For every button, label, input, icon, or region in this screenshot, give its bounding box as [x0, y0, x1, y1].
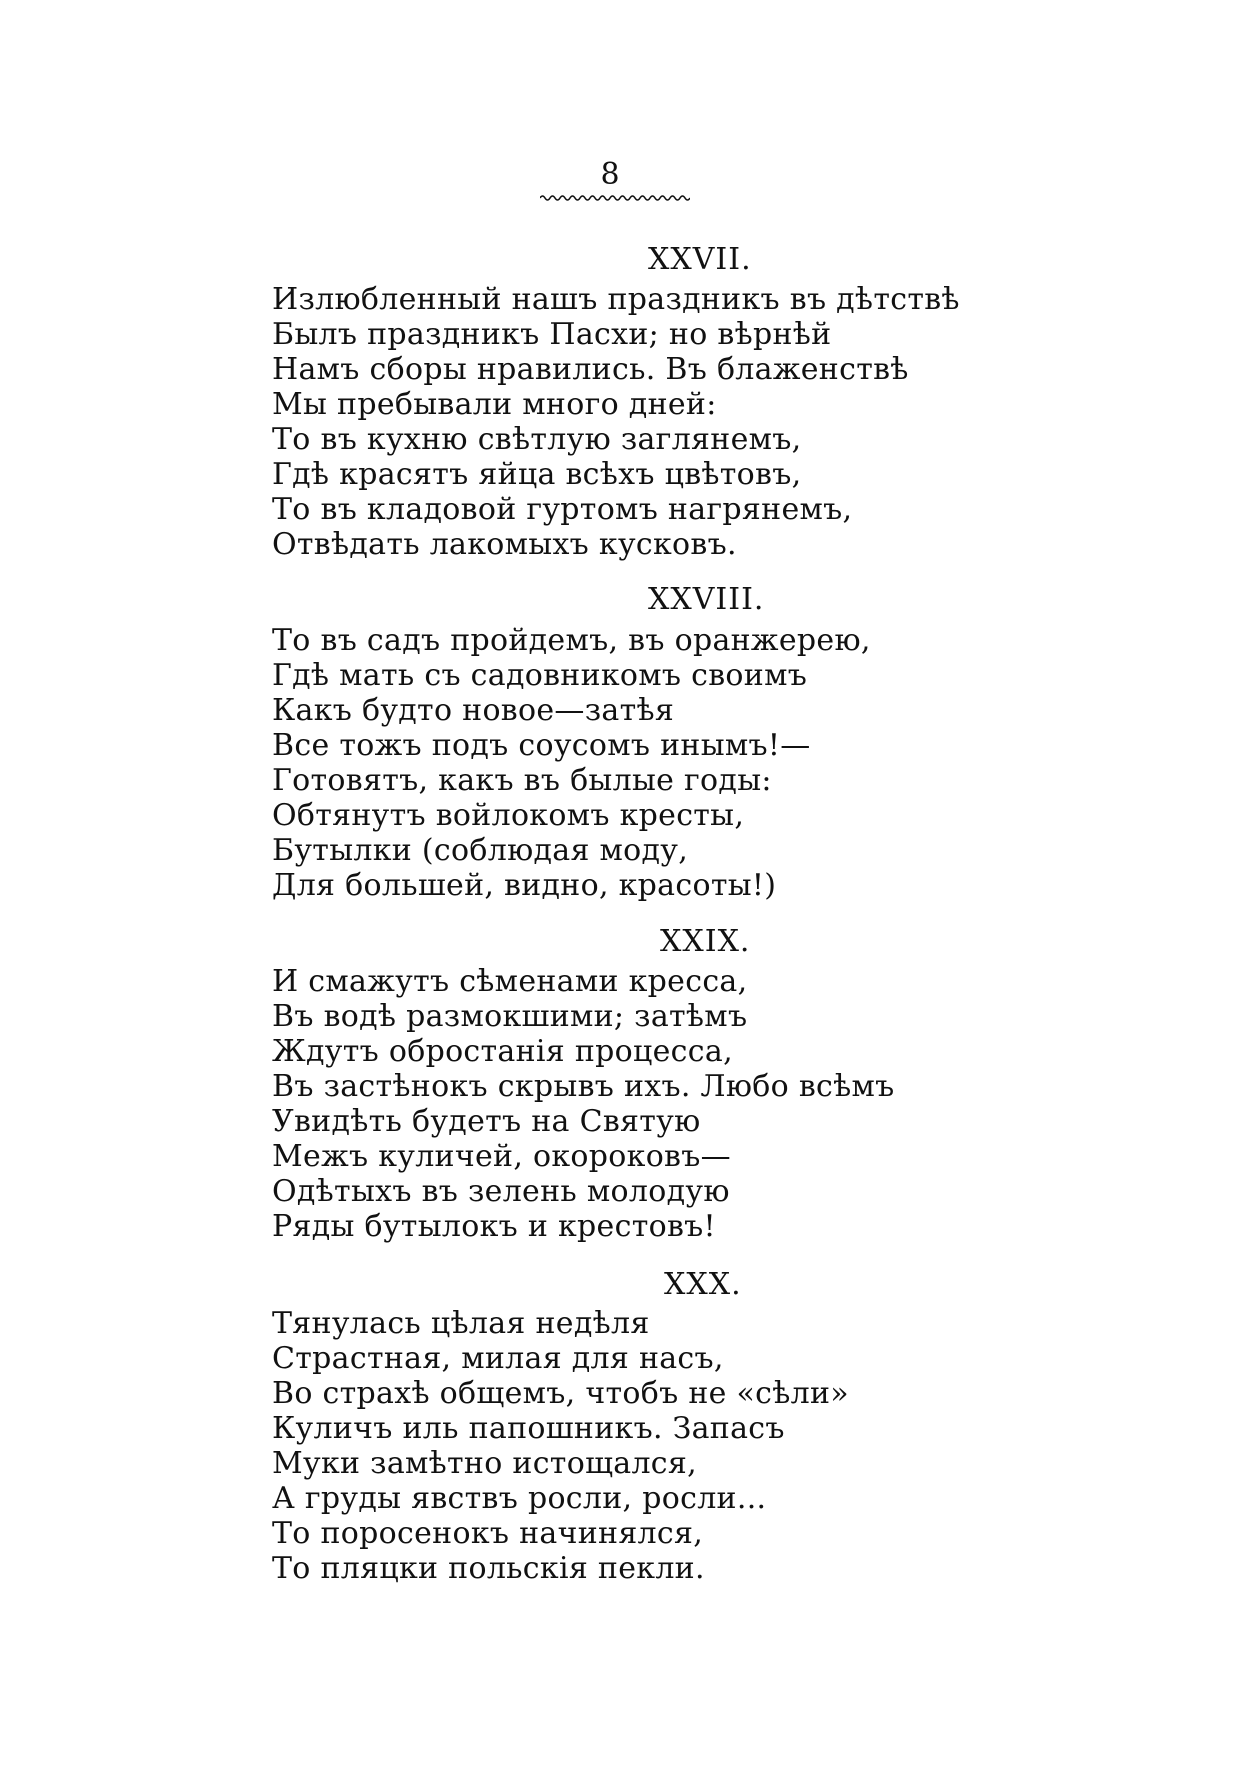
poem-line: Гдѣ мать съ садовникомъ своимъ: [272, 658, 808, 693]
stanza-text: [272, 964, 895, 1244]
stanza-text: [272, 282, 960, 562]
poem-line: Межъ куличей, окороковъ—: [272, 1139, 731, 1174]
poem-line: Отвѣдать лакомыхъ кусковъ.: [272, 527, 737, 562]
poem-line: Готовятъ, какъ въ былые годы:: [272, 763, 772, 798]
page-number: 8: [600, 157, 620, 192]
poem-line: То въ кухню свѣтлую заглянемъ,: [272, 422, 802, 457]
poem-line: То поросенокъ начинялся,: [272, 1516, 704, 1551]
stanza-text: [272, 623, 871, 903]
poem-line: Какъ будто новое—затѣя: [272, 693, 675, 728]
poem-line: Увидѣть будетъ на Святую: [272, 1104, 701, 1139]
poem-line: Все тожъ подъ соусомъ инымъ!—: [272, 728, 811, 763]
poem-line: Намъ сборы нравились. Въ блаженствѣ: [272, 352, 909, 387]
stanza-heading: XXVIII.: [648, 582, 765, 617]
poem-line: Страстная, милая для насъ,: [272, 1341, 724, 1376]
stanza-heading: XXVII.: [648, 242, 752, 277]
poem-line: То пляцки польскія пекли.: [272, 1551, 705, 1586]
stanza-heading: XXIX.: [660, 924, 751, 959]
stanza-heading: XXX.: [664, 1267, 742, 1302]
poem-line: Куличъ иль папошникъ. Запасъ: [272, 1411, 785, 1446]
poem-line: То въ садъ пройдемъ, въ оранжерею,: [272, 623, 871, 658]
poem-line: Излюбленный нашъ праздникъ въ дѣтствѣ: [272, 282, 960, 317]
poem-line: И смажутъ сѣменами кресса,: [272, 964, 748, 999]
poem-line: Обтянутъ войлокомъ кресты,: [272, 798, 745, 833]
poem-line: Въ застѣнокъ скрывъ ихъ. Любо всѣмъ: [272, 1069, 895, 1104]
poem-line: Бутылки (соблюдая моду,: [272, 833, 689, 868]
poem-line: А груды явствъ росли, росли...: [272, 1481, 767, 1516]
poem-line: Былъ праздникъ Пасхи; но вѣрнѣй: [272, 317, 832, 352]
poem-line: Мы пребывали много дней:: [272, 387, 717, 422]
poem-line: Во страхѣ общемъ, чтобъ не «сѣли»: [272, 1376, 849, 1411]
poem-line: Муки замѣтно истощался,: [272, 1446, 697, 1481]
poem-line: Для большей, видно, красоты!): [272, 868, 777, 903]
poem-line: Тянулась цѣлая недѣля: [272, 1306, 650, 1341]
poem-line: То въ кладовой гуртомъ нагрянемъ,: [272, 492, 853, 527]
poem-line: Ряды бутылокъ и крестовъ!: [272, 1209, 716, 1244]
poem-line: Одѣтыхъ въ зелень молодую: [272, 1174, 730, 1209]
poem-line: Ждутъ обростанія процесса,: [272, 1034, 733, 1069]
decorative-wavy-rule: [540, 192, 690, 202]
stanza-text: [272, 1306, 849, 1586]
poem-line: Въ водѣ размокшими; затѣмъ: [272, 999, 748, 1034]
poem-line: Гдѣ красятъ яйца всѣхъ цвѣтовъ,: [272, 457, 802, 492]
